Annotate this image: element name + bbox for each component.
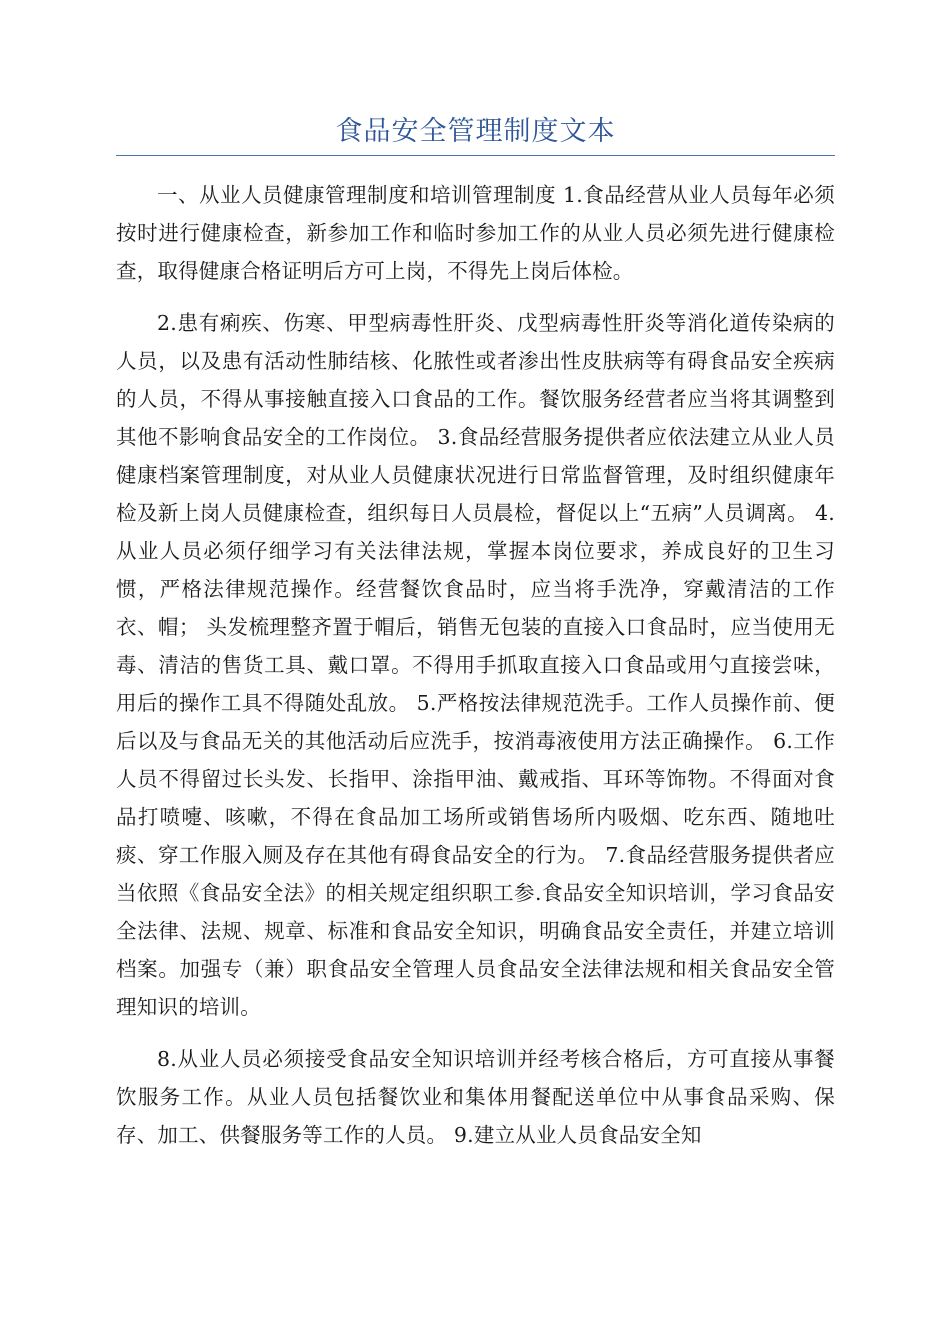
- paragraph-1: 一、从业人员健康管理制度和培训管理制度 1.食品经营从业人员每年必须按时进行健康检查，新参加工作和临时参加工作的从业人员必须先进行健康检查，取得健康合格证明后方可上岗，不得先上岗后体检。: [116, 183, 835, 283]
- paragraph-3: 8.从业人员必须接受食品安全知识培训并经考核合格后，方可直接从事餐饮服务工作。从业人员包括餐饮业和集体用餐配送单位中从事食品采购、保存、加工、供餐服务等工作的人员。 9.建立从业人员食品安全知: [116, 1047, 835, 1147]
- paragraph-2: 2.患有痢疾、伤寒、甲型病毒性肝炎、戊型病毒性肝炎等消化道传染病的人员，以及患有活动性肺结核、化脓性或者渗出性皮肤病等有碍食品安全疾病的人员，不得从事接触直接入口食品的工作。餐饮服务经营者应当将其调整到其他不影响食品安全的工作岗位。 3.食品经营服务提供者应依法建立从业人员健康档案管理制度，对从业人员健康状况进行日常监督管理，及时组织健康年检及新上岗人员健康检查，组织每日人员晨检，督促以上“五病”人员调离。 4.从业人员必须仔细学习有关法律法规，掌握本岗位要求，养成良好的卫生习惯，严格法律规范操作。经营餐饮食品时，应当将手洗净，穿戴清洁的工作衣、帽； 头发梳理整齐置于帽后，销售无包装的直接入口食品时，应当使用无毒、清洁的售货工具、戴口罩。不得用手抓取直接入口食品或用勺直接尝味，用后的操作工具不得随处乱放。 5.严格按法律规范洗手。工作人员操作前、便后以及与食品无关的其他活动后应洗手，按消毒液使用方法正确操作。 6.工作人员不得留过长头发、长指甲、涂指甲油、戴戒指、耳环等饰物。不得面对食品打喷嚏、咳嗽，不得在食品加工场所或销售场所内吸烟、吃东西、随地吐痰、穿工作服入厕及存在其他有碍食品安全的行为。 7.食品经营服务提供者应当依照《食品安全法》的相关规定组织职工参.食品安全知识培训，学习食品安全法律、法规、规章、标准和食品安全知识，明确食品安全责任，并建立培训档案。加强专（兼）职食品安全管理人员食品安全法律法规和相关食品安全管理知识的培训。: [116, 311, 835, 1019]
- title-divider: [116, 155, 835, 156]
- document-title: 食品安全管理制度文本: [335, 116, 616, 147]
- document-body: [116, 176, 835, 1154]
